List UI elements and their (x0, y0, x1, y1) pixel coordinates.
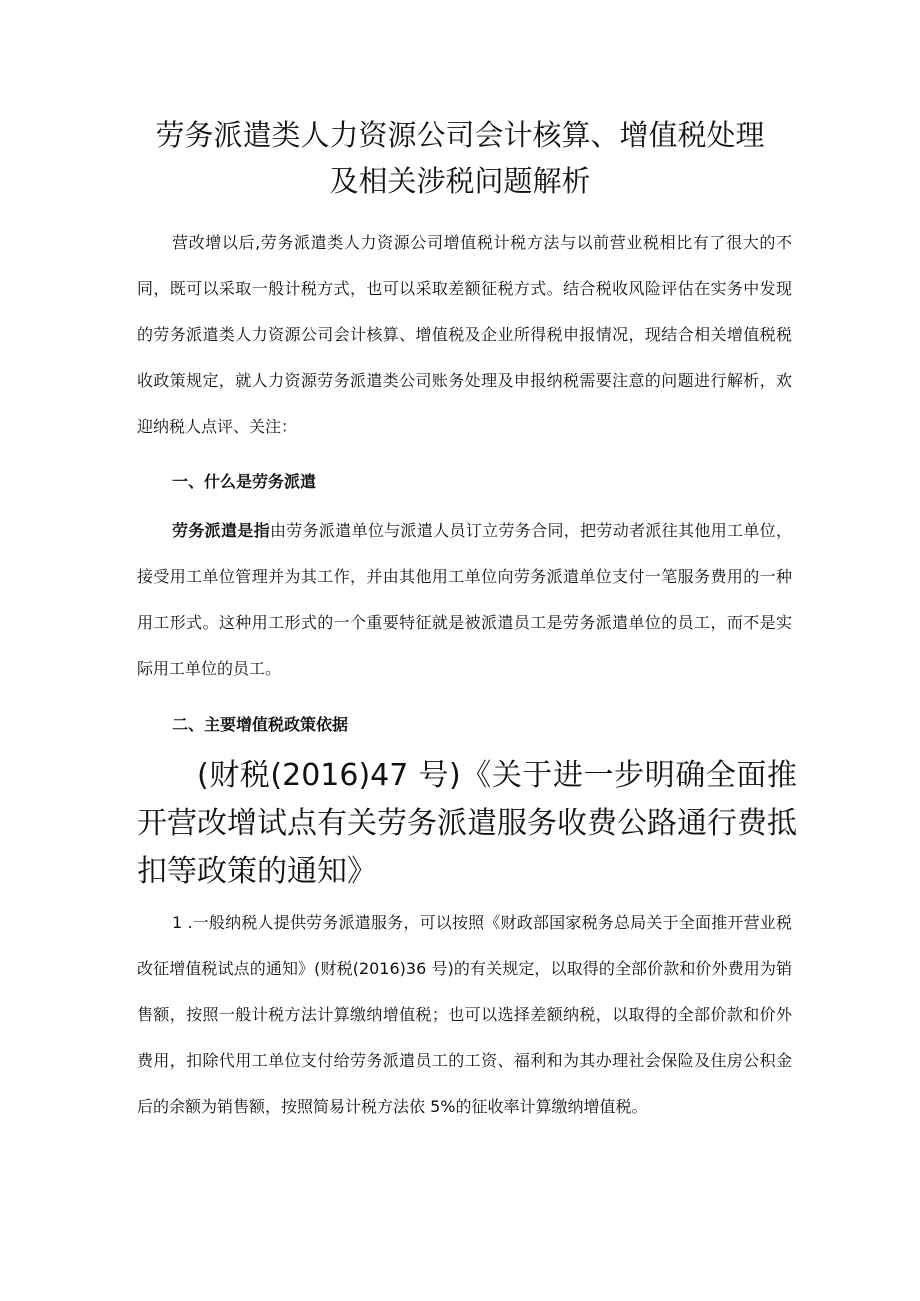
intro-paragraph: 营改增以后,劳务派遣类人力资源公司增值税计税方法与以前营业税相比有了很大的不同，既可以采取一般计税方式，也可以采取差额征税方式。结合税收风险评估在实务中发现的劳务派遣类人力资源公司会计核算、增值税及企业所得税申报情况，现结合相关增值税税收政策规定，就人力资源劳务派遣类公司账务处理及申报纳税需要注意的问题进行解析，欢迎纳税人点评、关注： (137, 233, 792, 436)
section-1-paragraph (137, 508, 792, 692)
section-1-body: 由劳务派遣单位与派遣人员订立劳务合同，把劳动者派往其他用工单位，接受用工单位管理并为其工作，并由其他用工单位向劳务派遣单位支付一笔服务费用的一种用工形式。这种用工形式的一个重要特征就是被派遣员工是劳务派遣单位的员工，而不是实际用工单位的员工。 (137, 521, 792, 678)
item-1-paragraph: 1 .一般纳税人提供劳务派遣服务，可以按照《财政部国家税务总局关于全面推开营业税改征增值税试点的通知》(财税(2016)36 号)的有关规定，以取得的全部价款和价外费用为销售额，按照一般计税方法计算缴纳增值税；也可以选择差额纳税，以取得的全部价款和价外费用，扣除代用工单位支付给劳务派遣员工的工资、福利和为其办理社会保险及住房公积金后的余额为销售额，按照简易计税方法依 5%的征收率计算缴纳增值税。 (137, 913, 792, 1116)
policy-title (137, 752, 797, 896)
title-line-2: 及相关涉税问题解析 (329, 164, 591, 198)
title-line-1: 劳务派遣类人力资源公司会计核算、增值税处理 (155, 118, 765, 152)
section-1-lead-term: 劳务派遣是指 (172, 521, 270, 540)
section-1-heading: 一、什么是劳务派遣 (172, 472, 317, 491)
section-2-heading: 二、主要增值税政策依据 (172, 715, 349, 734)
policy-title-text: (财税(2016)47 号)《关于进一步明确全面推开营改增试点有关劳务派遣服务收费公路通行费抵扣等政策的通知》 (137, 758, 797, 889)
